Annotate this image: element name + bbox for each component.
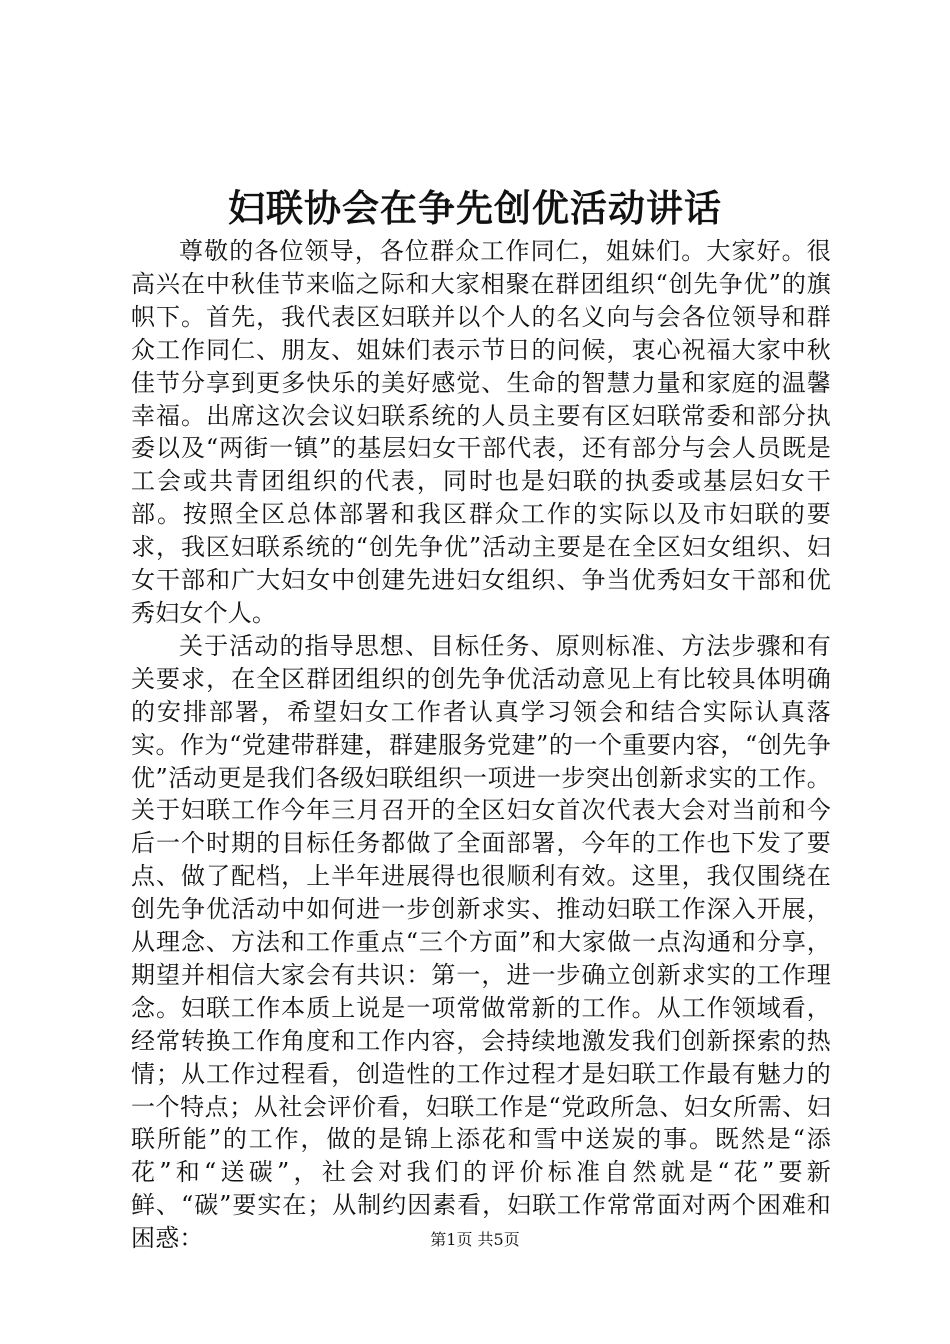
paragraph-1: 尊敬的各位领导，各位群众工作同仁，姐妹们。大家好。很高兴在中秋佳节来临之际和大家相聚在群团组织“创先争优”的旗帜下。首先，我代表区妇联并以个人的名义向与会各位领导和群众工作同仁、朋友、姐妹们表示节日的问候，衷心祝福大家中秋佳节分享到更多快乐的美好感觉、生命的智慧力量和家庭的温馨幸福。出席这次会议妇联系统的人员主要有区妇联常委和部分执委以及“两街一镇”的基层妇女干部代表，还有部分与会人员既是工会或共青团组织的代表，同时也是妇联的执委或基层妇女干部。按照全区总体部署和我区群众工作的实际以及市妇联的要求，我区妇联系统的“创先争优”活动主要是在全区妇女组织、妇女干部和广大妇女中创建先进妇女组织、争当优秀妇女干部和优秀妇女个人。 xyxy=(131,237,831,627)
page-footer: 第1页 共5页 xyxy=(430,1230,520,1249)
document-title: 妇联协会在争先创优活动讲话 xyxy=(228,186,722,230)
paragraph-2: 关于活动的指导思想、目标任务、原则标准、方法步骤和有关要求，在全区群团组织的创先争优活动意见上有比较具体明确的安排部署，希望妇女工作者认真学习领会和结合实际认真落实。作为“党建带群建，群建服务党建”的一个重要内容，“创先争优”活动更是我们各级妇联组织一项进一步突出创新求实的工作。关于妇联工作今年三月召开的全区妇女首次代表大会对当前和今后一个时期的目标任务都做了全面部署，今年的工作也下发了要点、做了配档，上半年进展得也很顺利有效。这里，我仅围绕在创先争优活动中如何进一步创新求实、推动妇联工作深入开展，从理念、方法和工作重点“三个方面”和大家做一点沟通和分享，期望并相信大家会有共识：第一，进一步确立创新求实的工作理念。妇联工作本质上说是一项常做常新的工作。从工作领域看，经常转换工作角度和工作内容，会持续地激发我们创新探索的热情；从工作过程看，创造性的工作过程才是妇联工作最有魅力的一个特点；从社会评价看，妇联工作是“党政所急、妇女所需、妇联所能”的工作，做的是锦上添花和雪中送炭的事。既然是“添花”和“送碳”，社会对我们的评价标准自然就是“花”要新鲜、“碳”要实在；从制约因素看，妇联工作常常面对两个困难和困惑： xyxy=(131,631,831,1253)
document-body xyxy=(131,235,831,1255)
